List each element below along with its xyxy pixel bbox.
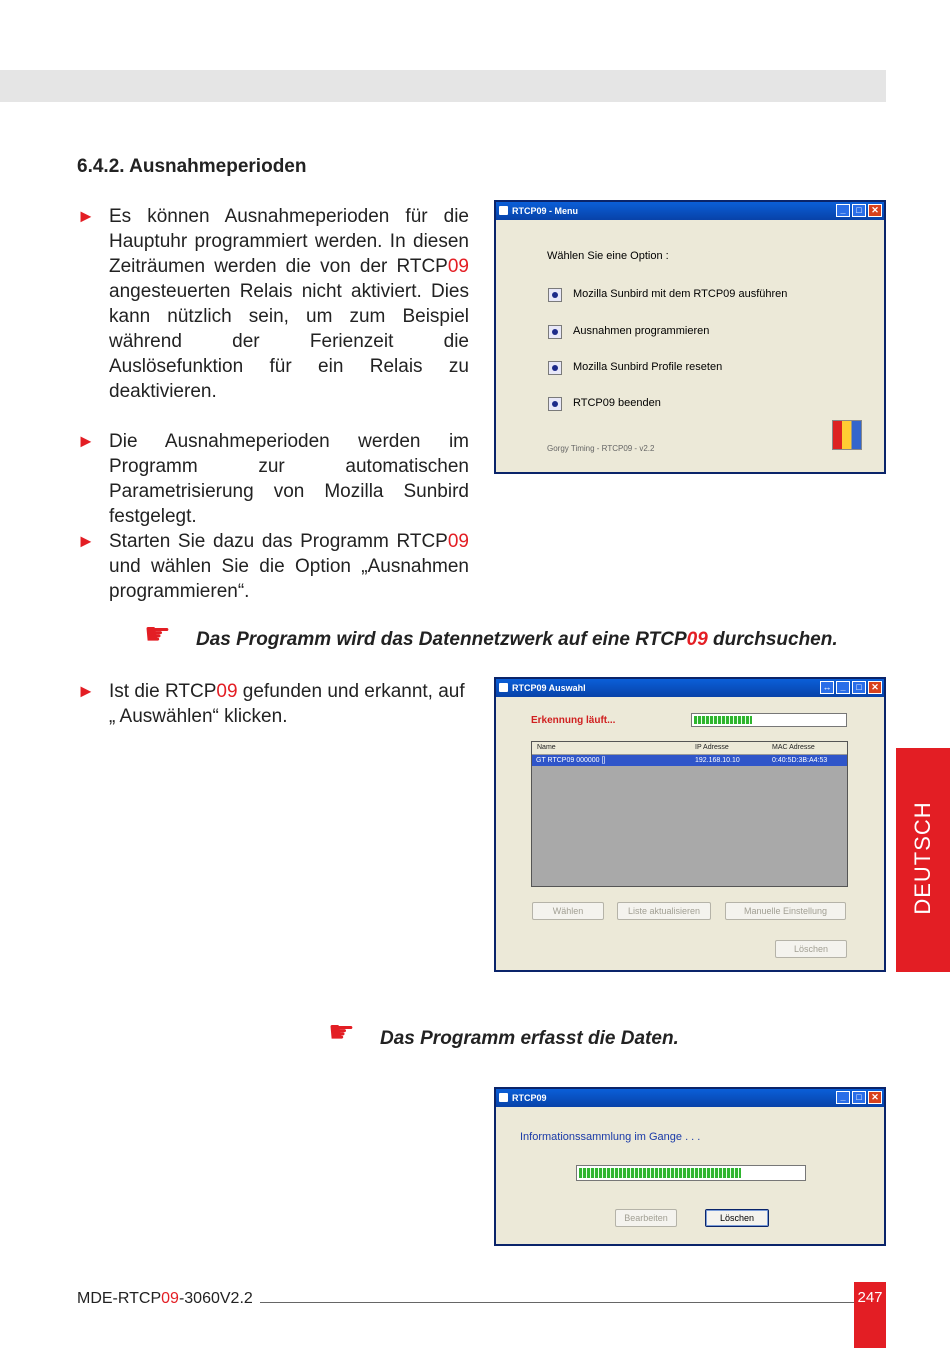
maximize-icon[interactable]: □ bbox=[852, 204, 866, 217]
delete-button[interactable]: Löschen bbox=[775, 940, 847, 958]
info-progress bbox=[576, 1165, 806, 1181]
detection-progress-fill bbox=[694, 716, 752, 724]
minimize-icon[interactable]: _ bbox=[836, 204, 850, 217]
language-label: DEUTSCH bbox=[910, 801, 935, 915]
close-icon[interactable]: ✕ bbox=[868, 1091, 882, 1104]
option-radio-3[interactable] bbox=[548, 361, 562, 375]
note-2: Das Programm erfasst die Daten. bbox=[380, 1028, 679, 1049]
maximize-icon[interactable]: □ bbox=[852, 1091, 866, 1104]
note-1: Das Programm wird das Datennetzwerk auf eine RTCP09 durchsuchen. bbox=[196, 629, 838, 650]
product-prefix: RTCP bbox=[164, 681, 217, 702]
bullet-4-rest: gefunden und erkannt, auf „ Auswählen“ klicken. bbox=[109, 681, 465, 727]
product-prefix: RTCP bbox=[396, 531, 448, 552]
option-label-4[interactable]: RTCP09 beenden bbox=[573, 397, 661, 409]
select-button[interactable]: Wählen bbox=[532, 902, 604, 920]
option-radio-1[interactable] bbox=[548, 288, 562, 302]
minimize-icon[interactable]: _ bbox=[836, 681, 850, 694]
bullet-4-text: Ist die bbox=[109, 681, 165, 702]
table-row[interactable] bbox=[532, 755, 847, 766]
device-ip: 192.168.10.10 bbox=[695, 757, 740, 764]
page-number-box bbox=[854, 1282, 886, 1348]
close-icon[interactable]: ✕ bbox=[868, 204, 882, 217]
menu-window bbox=[494, 200, 886, 474]
language-side-tab bbox=[896, 748, 950, 972]
selection-window-title: RTCP09 Auswahl bbox=[512, 683, 586, 693]
option-label-3[interactable]: Mozilla Sunbird Profile reseten bbox=[573, 361, 723, 373]
info-window bbox=[494, 1087, 886, 1246]
product-number: 09 bbox=[216, 681, 238, 702]
app-icon bbox=[499, 683, 508, 692]
menu-window-title: RTCP09 - Menu bbox=[512, 206, 579, 216]
option-radio-4[interactable] bbox=[548, 397, 562, 411]
edit-button[interactable]: Bearbeiten bbox=[615, 1209, 677, 1227]
bullet-1-text: Es können Ausnahmeperioden für die Hauptuhr programmiert werden. In diesen Zeiträumen werden die von der bbox=[109, 206, 469, 277]
bullet-arrow-icon: ► bbox=[77, 681, 95, 701]
maximize-icon[interactable]: □ bbox=[852, 681, 866, 694]
menu-prompt: Wählen Sie eine Option : bbox=[547, 250, 669, 262]
device-mac: 0:40:5D:3B:A4:53 bbox=[772, 757, 828, 764]
pointing-hand-icon: ☛ bbox=[144, 618, 171, 651]
bullet-3-text: Starten Sie dazu das Programm bbox=[109, 531, 397, 552]
restore-icon[interactable]: ↔ bbox=[820, 681, 834, 694]
selection-window-titlebar bbox=[496, 679, 884, 697]
bullet-arrow-icon: ► bbox=[77, 531, 95, 551]
device-list-header bbox=[532, 742, 847, 755]
option-label-1[interactable]: Mozilla Sunbird mit dem RTCP09 ausführen bbox=[573, 288, 788, 300]
bullet-1-rest: angesteuerten Relais nicht aktiviert. Dies kann nützlich sein, um zum Beispiel während der Ferienzeit die Auslösefunktion für ein Relais zu deaktivieren. bbox=[109, 281, 469, 402]
bullet-3-rest: und wählen Sie die Option „Ausnahmen programmieren“. bbox=[109, 556, 469, 602]
detection-progress bbox=[691, 713, 847, 727]
bullet-2 bbox=[77, 429, 469, 529]
info-window-titlebar bbox=[496, 1089, 884, 1107]
info-message: Informationssammlung im Gange . . . bbox=[520, 1131, 701, 1143]
product-number: 09 bbox=[447, 531, 469, 552]
menu-window-titlebar bbox=[496, 202, 884, 220]
app-icon bbox=[499, 1093, 508, 1102]
bullet-1 bbox=[77, 204, 469, 404]
refresh-list-button[interactable]: Liste aktualisieren bbox=[617, 902, 711, 920]
info-window-title: RTCP09 bbox=[512, 1093, 547, 1103]
document-code: MDE-RTCP09-3060V2.2 bbox=[77, 1290, 253, 1307]
menu-version: Gorgy Timing - RTCP09 - v2.2 bbox=[547, 444, 655, 453]
delete-button[interactable]: Löschen bbox=[705, 1209, 769, 1227]
bullet-4 bbox=[77, 679, 469, 729]
selection-window bbox=[494, 677, 886, 972]
bullet-2-text: Die Ausnahmeperioden werden im Programm zur automatischen Parametrisierung von Mozilla Sunbird festgelegt. bbox=[109, 431, 469, 527]
bullet-arrow-icon: ► bbox=[77, 431, 95, 451]
close-icon[interactable]: ✕ bbox=[868, 681, 882, 694]
column-header-ip[interactable]: IP Adresse bbox=[695, 744, 729, 751]
manual-setting-button[interactable]: Manuelle Einstellung bbox=[725, 902, 846, 920]
column-header-name[interactable]: Name bbox=[537, 744, 556, 751]
info-progress-fill bbox=[579, 1168, 741, 1178]
app-icon bbox=[499, 206, 508, 215]
option-radio-2[interactable] bbox=[548, 325, 562, 339]
option-label-2[interactable]: Ausnahmen programmieren bbox=[573, 325, 710, 337]
minimize-icon[interactable]: _ bbox=[836, 1091, 850, 1104]
product-prefix: RTCP bbox=[396, 256, 448, 277]
bullet-3 bbox=[77, 529, 469, 604]
column-header-mac[interactable]: MAC Adresse bbox=[772, 744, 815, 751]
section-heading: 6.4.2. Ausnahmeperioden bbox=[77, 156, 307, 177]
product-number: 09 bbox=[447, 256, 469, 277]
page-number: 247 bbox=[857, 1289, 883, 1306]
bullet-arrow-icon: ► bbox=[77, 206, 95, 226]
top-bar bbox=[0, 70, 886, 102]
pointing-hand-icon: ☛ bbox=[328, 1016, 355, 1049]
footer-rule bbox=[260, 1302, 854, 1303]
language-flag-icon[interactable] bbox=[832, 420, 862, 450]
detection-status: Erkennung läuft... bbox=[531, 715, 616, 726]
device-list[interactable] bbox=[531, 741, 848, 887]
device-name: GT RTCP09 000000 [] bbox=[536, 757, 606, 764]
